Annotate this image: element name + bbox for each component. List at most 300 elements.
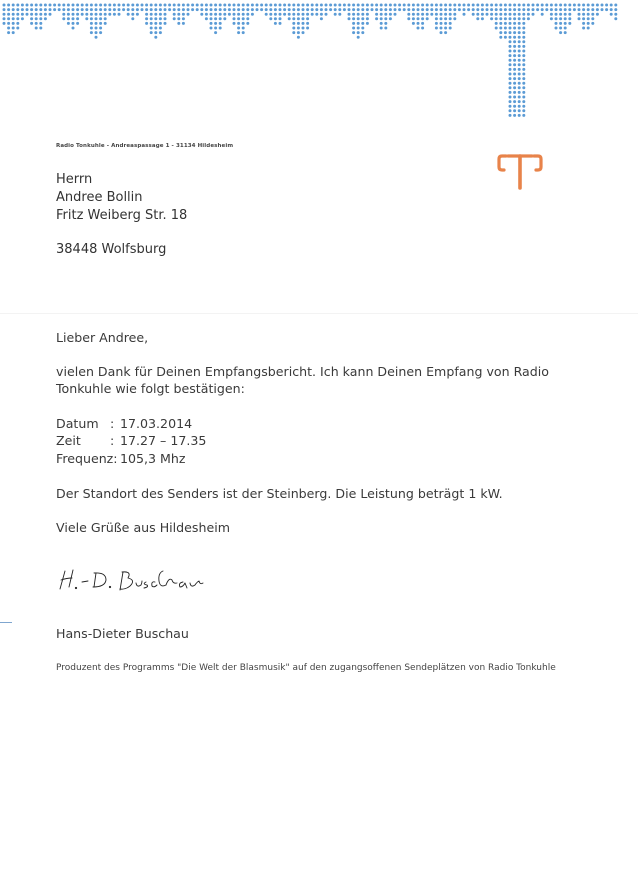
recipient-name: Andree Bollin bbox=[56, 190, 143, 205]
pattern-dot bbox=[173, 4, 176, 7]
pattern-dot bbox=[568, 4, 571, 7]
pattern-dot bbox=[499, 31, 502, 34]
pattern-dot bbox=[108, 8, 111, 11]
pattern-dot bbox=[76, 17, 79, 20]
pattern-dot bbox=[407, 13, 410, 16]
pattern-dot bbox=[564, 13, 567, 16]
pattern-dot bbox=[522, 68, 525, 71]
pattern-dot bbox=[426, 17, 429, 20]
pattern-dot bbox=[440, 13, 443, 16]
pattern-dot bbox=[302, 31, 305, 34]
pattern-dot bbox=[504, 27, 507, 30]
pattern-dot bbox=[361, 17, 364, 20]
pattern-dot bbox=[246, 8, 249, 11]
pattern-dot bbox=[297, 4, 300, 7]
detail-separator: : bbox=[110, 416, 115, 431]
pattern-dot bbox=[421, 22, 424, 25]
pattern-dot bbox=[444, 4, 447, 7]
pattern-dot bbox=[196, 8, 199, 11]
pattern-dot bbox=[490, 4, 493, 7]
pattern-dot bbox=[150, 4, 153, 7]
pattern-dot bbox=[513, 105, 516, 108]
pattern-dot bbox=[145, 22, 148, 25]
pattern-dot bbox=[292, 4, 295, 7]
signer-name: Hans-Dieter Buschau bbox=[56, 626, 189, 641]
pattern-dot bbox=[591, 22, 594, 25]
margin-mark bbox=[0, 622, 12, 623]
pattern-dot bbox=[389, 4, 392, 7]
pattern-dot bbox=[495, 17, 498, 20]
pattern-dot bbox=[568, 22, 571, 25]
pattern-dot bbox=[509, 36, 512, 39]
pattern-dot bbox=[509, 8, 512, 11]
pattern-dot bbox=[279, 17, 282, 20]
pattern-dot bbox=[39, 22, 42, 25]
pattern-dot bbox=[522, 109, 525, 112]
pattern-dot bbox=[527, 8, 530, 11]
pattern-dot bbox=[403, 8, 406, 11]
pattern-dot bbox=[329, 8, 332, 11]
pattern-dot bbox=[76, 4, 79, 7]
pattern-dot bbox=[256, 8, 259, 11]
pattern-dot bbox=[357, 17, 360, 20]
pattern-dot bbox=[582, 4, 585, 7]
pattern-dot bbox=[509, 63, 512, 66]
pattern-dot bbox=[499, 8, 502, 11]
pattern-dot bbox=[509, 105, 512, 108]
pattern-dot bbox=[35, 4, 38, 7]
pattern-dot bbox=[325, 8, 328, 11]
pattern-dot bbox=[81, 8, 84, 11]
pattern-dot bbox=[26, 13, 29, 16]
pattern-dot bbox=[513, 73, 516, 76]
pattern-dot bbox=[384, 4, 387, 7]
pattern-dot bbox=[513, 82, 516, 85]
pattern-dot bbox=[440, 22, 443, 25]
pattern-dot bbox=[352, 31, 355, 34]
pattern-dot bbox=[587, 22, 590, 25]
pattern-dot bbox=[481, 8, 484, 11]
pattern-dot bbox=[444, 22, 447, 25]
pattern-dot bbox=[476, 8, 479, 11]
pattern-dot bbox=[210, 8, 213, 11]
pattern-dot bbox=[513, 100, 516, 103]
pattern-dot bbox=[315, 8, 318, 11]
pattern-dot bbox=[522, 105, 525, 108]
pattern-dot bbox=[311, 4, 314, 7]
pattern-dot bbox=[164, 22, 167, 25]
pattern-dot bbox=[3, 13, 6, 16]
pattern-dot bbox=[582, 27, 585, 30]
pattern-dot bbox=[269, 17, 272, 20]
pattern-dot bbox=[7, 4, 10, 7]
pattern-dot bbox=[200, 8, 203, 11]
pattern-dot bbox=[550, 8, 553, 11]
pattern-dot bbox=[532, 8, 535, 11]
detail-row-time bbox=[56, 433, 206, 448]
pattern-dot bbox=[573, 4, 576, 7]
pattern-dot bbox=[164, 13, 167, 16]
pattern-dot bbox=[315, 4, 318, 7]
pattern-dot bbox=[72, 4, 75, 7]
pattern-dot bbox=[39, 8, 42, 11]
pattern-dot bbox=[200, 13, 203, 16]
pattern-dot bbox=[223, 13, 226, 16]
pattern-dot bbox=[518, 50, 521, 53]
pattern-dot bbox=[371, 4, 374, 7]
pattern-dot bbox=[610, 4, 613, 7]
pattern-dot bbox=[302, 8, 305, 11]
pattern-dot bbox=[242, 8, 245, 11]
pattern-dot bbox=[596, 4, 599, 7]
pattern-dot bbox=[274, 4, 277, 7]
pattern-dot bbox=[518, 114, 521, 117]
pattern-dot bbox=[513, 77, 516, 80]
pattern-dot bbox=[58, 4, 61, 7]
pattern-dot bbox=[136, 8, 139, 11]
pattern-dot bbox=[486, 8, 489, 11]
pattern-dot bbox=[449, 27, 452, 30]
pattern-dot bbox=[357, 13, 360, 16]
pattern-dot bbox=[463, 4, 466, 7]
pattern-dot bbox=[127, 4, 130, 7]
pattern-dot bbox=[518, 82, 521, 85]
pattern-dot bbox=[366, 4, 369, 7]
pattern-dot bbox=[435, 22, 438, 25]
pattern-dot bbox=[541, 13, 544, 16]
pattern-dot bbox=[223, 8, 226, 11]
pattern-dot bbox=[177, 13, 180, 16]
pattern-dot bbox=[145, 17, 148, 20]
pattern-dot bbox=[407, 4, 410, 7]
pattern-dot bbox=[352, 17, 355, 20]
pattern-dot bbox=[518, 68, 521, 71]
pattern-dot bbox=[214, 4, 217, 7]
pattern-dot bbox=[453, 8, 456, 11]
pattern-dot bbox=[329, 4, 332, 7]
pattern-dot bbox=[440, 31, 443, 34]
pattern-dot bbox=[108, 4, 111, 7]
pattern-dot bbox=[486, 13, 489, 16]
pattern-dot bbox=[214, 27, 217, 30]
pattern-dot bbox=[417, 4, 420, 7]
pattern-dot bbox=[522, 13, 525, 16]
pattern-dot bbox=[292, 13, 295, 16]
pattern-dot bbox=[509, 77, 512, 80]
pattern-dot bbox=[3, 8, 6, 11]
pattern-dot bbox=[104, 13, 107, 16]
pattern-dot bbox=[518, 45, 521, 48]
pattern-dot bbox=[12, 27, 15, 30]
pattern-dot bbox=[274, 13, 277, 16]
pattern-dot bbox=[509, 13, 512, 16]
pattern-dot bbox=[591, 17, 594, 20]
pattern-dot bbox=[614, 13, 617, 16]
pattern-dot bbox=[568, 8, 571, 11]
pattern-dot bbox=[320, 13, 323, 16]
pattern-dot bbox=[237, 13, 240, 16]
pattern-dot bbox=[30, 8, 33, 11]
pattern-dot bbox=[242, 4, 245, 7]
pattern-dot bbox=[85, 4, 88, 7]
pattern-dot bbox=[541, 4, 544, 7]
pattern-dot bbox=[44, 8, 47, 11]
pattern-dot bbox=[555, 17, 558, 20]
pattern-dot bbox=[605, 4, 608, 7]
pattern-dot bbox=[522, 91, 525, 94]
pattern-dot bbox=[35, 8, 38, 11]
detail-label: Zeit bbox=[56, 433, 81, 448]
pattern-dot bbox=[159, 31, 162, 34]
pattern-dot bbox=[302, 13, 305, 16]
pattern-dot bbox=[545, 4, 548, 7]
pattern-dot bbox=[440, 4, 443, 7]
pattern-dot bbox=[361, 8, 364, 11]
pattern-dot bbox=[81, 4, 84, 7]
pattern-dot bbox=[81, 13, 84, 16]
pattern-dot bbox=[380, 8, 383, 11]
pattern-dot bbox=[210, 22, 213, 25]
pattern-dot bbox=[251, 8, 254, 11]
pattern-dot bbox=[205, 4, 208, 7]
pattern-dot bbox=[99, 4, 102, 7]
pattern-dot bbox=[357, 8, 360, 11]
pattern-dot bbox=[417, 17, 420, 20]
pattern-dot bbox=[265, 8, 268, 11]
pattern-dot bbox=[214, 8, 217, 11]
pattern-dot bbox=[99, 13, 102, 16]
pattern-dot bbox=[118, 4, 121, 7]
pattern-dot bbox=[72, 17, 75, 20]
detail-label: Datum bbox=[56, 416, 99, 431]
pattern-dot bbox=[509, 59, 512, 62]
pattern-dot bbox=[118, 13, 121, 16]
detail-value: 17.03.2014 bbox=[120, 416, 193, 431]
pattern-dot bbox=[384, 17, 387, 20]
pattern-dot bbox=[518, 22, 521, 25]
pattern-dot bbox=[582, 17, 585, 20]
pattern-dot bbox=[463, 8, 466, 11]
pattern-dot bbox=[76, 8, 79, 11]
pattern-dot bbox=[3, 4, 6, 7]
letter-paragraph-2: Der Standort des Senders ist der Steinberg. Die Leistung beträgt 1 kW. bbox=[56, 486, 503, 501]
pattern-dot bbox=[315, 13, 318, 16]
pattern-dot bbox=[499, 4, 502, 7]
pattern-dot bbox=[513, 36, 516, 39]
pattern-dot bbox=[564, 31, 567, 34]
pattern-dot bbox=[12, 4, 15, 7]
pattern-dot bbox=[246, 13, 249, 16]
pattern-dot bbox=[407, 8, 410, 11]
pattern-dot bbox=[380, 13, 383, 16]
pattern-dot bbox=[187, 8, 190, 11]
letter-paragraph-1-line-2: Tonkuhle wie folgt bestätigen: bbox=[56, 381, 245, 396]
pattern-dot bbox=[187, 13, 190, 16]
pattern-dot bbox=[26, 4, 29, 7]
pattern-dot bbox=[495, 8, 498, 11]
pattern-dot bbox=[490, 13, 493, 16]
pattern-dot bbox=[191, 4, 194, 7]
pattern-dot bbox=[522, 114, 525, 117]
pattern-dot bbox=[522, 4, 525, 7]
pattern-dot bbox=[44, 4, 47, 7]
pattern-dot bbox=[518, 59, 521, 62]
pattern-dot bbox=[476, 13, 479, 16]
pattern-dot bbox=[44, 13, 47, 16]
pattern-dot bbox=[509, 4, 512, 7]
pattern-dot bbox=[582, 13, 585, 16]
pattern-dot bbox=[246, 17, 249, 20]
pattern-dot bbox=[444, 13, 447, 16]
pattern-dot bbox=[513, 8, 516, 11]
pattern-dot bbox=[578, 17, 581, 20]
pattern-dot bbox=[16, 22, 19, 25]
pattern-dot bbox=[237, 4, 240, 7]
pattern-dot bbox=[95, 17, 98, 20]
pattern-dot bbox=[228, 13, 231, 16]
pattern-dot bbox=[95, 13, 98, 16]
pattern-dot bbox=[288, 17, 291, 20]
pattern-dot bbox=[522, 31, 525, 34]
pattern-dot bbox=[476, 4, 479, 7]
pattern-dot bbox=[173, 13, 176, 16]
pattern-dot bbox=[568, 17, 571, 20]
pattern-dot bbox=[159, 17, 162, 20]
pattern-dot bbox=[233, 17, 236, 20]
pattern-dot bbox=[242, 22, 245, 25]
pattern-dot bbox=[490, 17, 493, 20]
pattern-dot bbox=[283, 8, 286, 11]
detail-row-date bbox=[56, 416, 192, 431]
pattern-dot bbox=[246, 22, 249, 25]
pattern-dot bbox=[49, 8, 52, 11]
detail-value: 17.27 – 17.35 bbox=[120, 433, 207, 448]
pattern-dot bbox=[242, 13, 245, 16]
pattern-dot bbox=[458, 4, 461, 7]
pattern-dot bbox=[62, 17, 65, 20]
pattern-dot bbox=[532, 4, 535, 7]
pattern-dot bbox=[302, 22, 305, 25]
pattern-dot bbox=[292, 31, 295, 34]
pattern-dot bbox=[536, 8, 539, 11]
pattern-dot bbox=[587, 4, 590, 7]
pattern-dot bbox=[522, 82, 525, 85]
pattern-dot bbox=[141, 4, 144, 7]
pattern-dot bbox=[292, 17, 295, 20]
pattern-dot bbox=[306, 4, 309, 7]
detail-label: Frequenz: bbox=[56, 451, 118, 466]
pattern-dot bbox=[288, 13, 291, 16]
pattern-dot bbox=[513, 22, 516, 25]
pattern-dot bbox=[591, 8, 594, 11]
pattern-dot bbox=[518, 105, 521, 108]
pattern-dot bbox=[449, 17, 452, 20]
pattern-dot bbox=[16, 27, 19, 30]
pattern-dot bbox=[246, 4, 249, 7]
pattern-dot bbox=[292, 8, 295, 11]
pattern-dot bbox=[260, 4, 263, 7]
pattern-dot bbox=[398, 4, 401, 7]
pattern-dot bbox=[522, 73, 525, 76]
handwritten-signature bbox=[56, 563, 216, 595]
pattern-dot bbox=[371, 8, 374, 11]
pattern-dot bbox=[182, 17, 185, 20]
pattern-dot bbox=[495, 27, 498, 30]
pattern-dot bbox=[76, 22, 79, 25]
pattern-dot bbox=[361, 4, 364, 7]
pattern-dot bbox=[352, 8, 355, 11]
pattern-dot bbox=[555, 8, 558, 11]
pattern-dot bbox=[35, 13, 38, 16]
pattern-dot bbox=[513, 54, 516, 57]
pattern-dot bbox=[12, 22, 15, 25]
pattern-dot bbox=[499, 13, 502, 16]
pattern-dot bbox=[12, 31, 15, 34]
pattern-dot bbox=[39, 4, 42, 7]
pattern-dot bbox=[223, 17, 226, 20]
pattern-dot bbox=[251, 4, 254, 7]
pattern-dot bbox=[380, 22, 383, 25]
pattern-dot bbox=[412, 4, 415, 7]
pattern-dot bbox=[467, 8, 470, 11]
pattern-dot bbox=[16, 4, 19, 7]
pattern-dot bbox=[555, 13, 558, 16]
pattern-dot bbox=[127, 13, 130, 16]
pattern-dot bbox=[513, 59, 516, 62]
pattern-dot bbox=[403, 4, 406, 7]
pattern-dot bbox=[610, 8, 613, 11]
pattern-dot bbox=[99, 8, 102, 11]
pattern-dot bbox=[518, 8, 521, 11]
pattern-dot bbox=[154, 31, 157, 34]
pattern-dot bbox=[3, 22, 6, 25]
pattern-dot bbox=[513, 109, 516, 112]
pattern-dot bbox=[513, 40, 516, 43]
pattern-dot bbox=[513, 96, 516, 99]
pattern-dot bbox=[449, 13, 452, 16]
pattern-dot bbox=[154, 36, 157, 39]
pattern-dot bbox=[504, 8, 507, 11]
pattern-dot bbox=[136, 13, 139, 16]
pattern-dot bbox=[522, 63, 525, 66]
pattern-dot bbox=[522, 50, 525, 53]
pattern-dot bbox=[145, 4, 148, 7]
pattern-dot bbox=[472, 8, 475, 11]
detail-separator: : bbox=[110, 433, 115, 448]
pattern-dot bbox=[99, 22, 102, 25]
pattern-dot bbox=[72, 8, 75, 11]
pattern-dot bbox=[361, 13, 364, 16]
pattern-dot bbox=[417, 22, 420, 25]
pattern-dot bbox=[421, 27, 424, 30]
pattern-dot bbox=[394, 13, 397, 16]
pattern-dot bbox=[435, 13, 438, 16]
pattern-dot bbox=[518, 91, 521, 94]
pattern-dot bbox=[522, 36, 525, 39]
pattern-dot bbox=[444, 31, 447, 34]
pattern-dot bbox=[449, 22, 452, 25]
pattern-dot bbox=[35, 22, 38, 25]
recipient-salutation: Herrn bbox=[56, 172, 93, 187]
pattern-dot bbox=[269, 8, 272, 11]
pattern-dot bbox=[366, 8, 369, 11]
pattern-dot bbox=[435, 27, 438, 30]
pattern-dot bbox=[113, 13, 116, 16]
pattern-dot bbox=[223, 4, 226, 7]
pattern-dot bbox=[72, 13, 75, 16]
pattern-dot bbox=[522, 59, 525, 62]
pattern-dot bbox=[453, 17, 456, 20]
